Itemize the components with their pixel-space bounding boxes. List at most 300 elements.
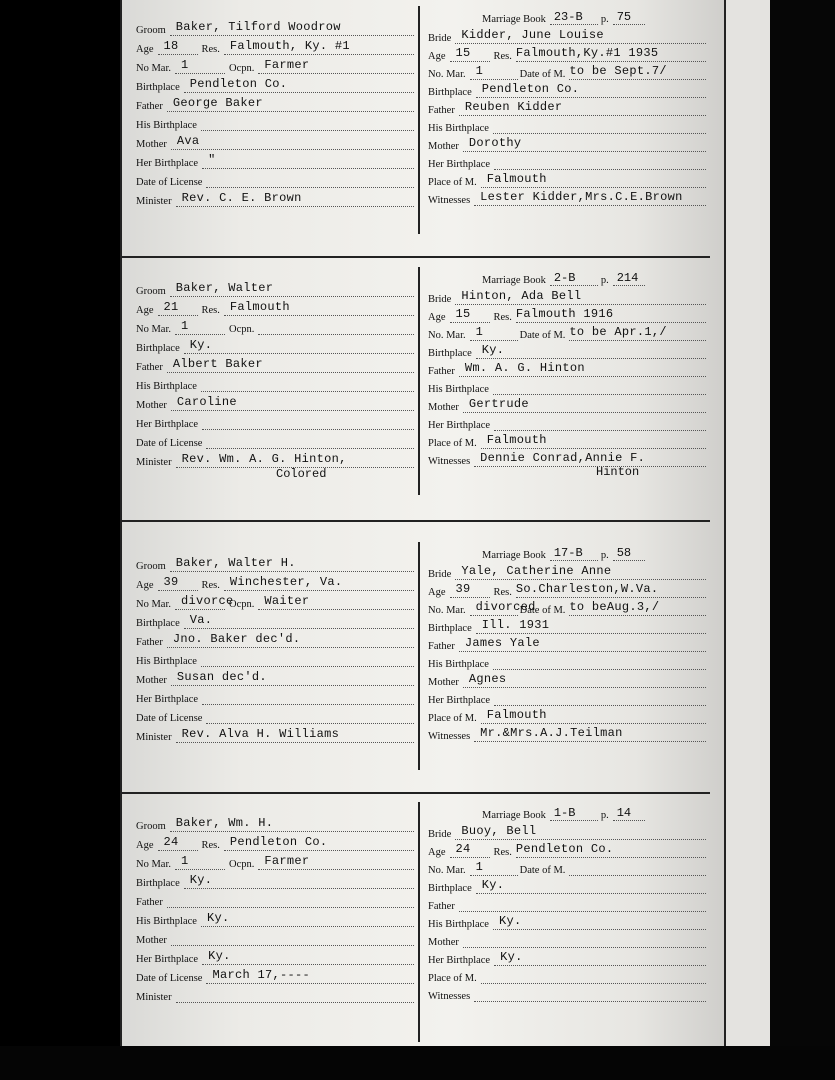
groom-field-birthplace <box>136 75 414 93</box>
bride-field-age <box>428 840 706 858</box>
groom-her_birthplace-value: " <box>208 153 216 167</box>
groom-field-no_mar_alt <box>136 56 414 74</box>
bride-place_of_m-value: Falmouth <box>486 433 547 447</box>
bride-date-of-marriage-value: to be Sept.7/ <box>569 64 667 78</box>
field-label: Date of License <box>136 973 203 984</box>
bride-age <box>450 581 490 598</box>
field-label: No Mar. <box>136 324 171 335</box>
field-label: Birthplace <box>428 348 472 359</box>
groom-minister <box>176 986 414 1003</box>
bride-father-value: James Yale <box>464 636 540 650</box>
groom-residence-value: Falmouth, Ky. #1 <box>229 39 350 53</box>
bride-mother-value: Dorothy <box>468 136 522 150</box>
bride-birthplace-value: Ky. <box>481 878 505 892</box>
field-label: Mother <box>428 677 459 688</box>
marriage-book-label: Marriage Book <box>482 275 546 286</box>
bride-field-birthplace <box>428 80 706 98</box>
field-label: Her Birthplace <box>136 158 199 169</box>
field-label: Date of License <box>136 713 203 724</box>
bride-no-mar-value: 1 <box>475 64 484 78</box>
marriage-book-number: 2-B <box>550 271 598 286</box>
bride-no-mar-value: 1 <box>475 860 484 874</box>
bride-field-birthplace <box>428 341 706 359</box>
groom-name <box>170 19 414 36</box>
field-label: Minister <box>136 196 172 207</box>
bride-field-birthplace <box>428 876 706 894</box>
bride-mother-value: Gertrude <box>468 397 529 411</box>
bride-her_birthplace <box>494 414 706 431</box>
field-label: Mother <box>428 937 459 948</box>
groom-field-her_birthplace <box>136 151 414 169</box>
field-label: Her Birthplace <box>136 954 199 965</box>
groom-age <box>158 299 198 316</box>
groom-no-mar-value: 1 <box>181 854 189 868</box>
groom-minister-value: Rev. Wm. A. G. Hinton, <box>181 452 347 466</box>
bride-place_of_m <box>481 171 706 188</box>
field-label: Res. <box>201 44 220 55</box>
field-label: Groom <box>136 561 166 572</box>
bride-date-of-marriage <box>569 599 706 616</box>
groom-name <box>170 815 414 832</box>
field-label: Birthplace <box>136 82 180 93</box>
groom-her_birthplace <box>202 413 414 430</box>
field-label: Date of M. <box>519 605 566 616</box>
bride-field-his_birthplace <box>428 377 706 395</box>
field-label: Her Birthplace <box>428 955 491 966</box>
groom-field-mother <box>136 928 414 946</box>
groom-his_birthplace <box>201 375 414 392</box>
groom-mother <box>171 669 414 686</box>
bride-birthplace <box>476 617 706 634</box>
bride-witnesses-value: Dennie Conrad,Annie F. <box>480 451 646 465</box>
field-label: No. Mar. <box>428 69 466 80</box>
bride-witnesses-value: Mr.&Mrs.A.J.Teilman <box>480 726 623 740</box>
groom-field-her_birthplace <box>136 412 414 430</box>
bride-his_birthplace-value: Ky. <box>498 914 522 928</box>
groom-father <box>167 356 414 373</box>
bride-field-witnesses <box>428 449 706 467</box>
groom-birthplace <box>184 872 414 889</box>
field-label: Age <box>136 44 154 55</box>
marriage-book-number: 23-B <box>550 10 598 25</box>
field-label: Birthplace <box>428 883 472 894</box>
field-label: His Birthplace <box>136 381 197 392</box>
page-label: p. <box>600 275 609 286</box>
groom-no-mar-value: 1 <box>181 319 189 333</box>
groom-field-father <box>136 630 414 648</box>
groom-field-groom <box>136 814 414 832</box>
page-number: 14 <box>613 806 645 821</box>
bride-witnesses <box>474 189 706 206</box>
field-label: Groom <box>136 25 166 36</box>
field-label: Mother <box>428 141 459 152</box>
groom-field-birthplace <box>136 336 414 354</box>
field-label: Birthplace <box>136 878 180 889</box>
bride-field-father <box>428 359 706 377</box>
field-label: Bride <box>428 33 452 44</box>
bride-field-age <box>428 305 706 323</box>
field-label: Father <box>136 362 163 373</box>
marriage-book-label: Marriage Book <box>482 810 546 821</box>
bride-residence-value: So.Charleston,W.Va. <box>515 582 659 596</box>
marriage-book-line <box>482 10 645 25</box>
bride-age-value: 15 <box>455 307 471 321</box>
bride-field-no_mar <box>428 858 706 876</box>
groom-field-mother <box>136 132 414 150</box>
bride-place_of_m <box>481 967 706 984</box>
field-label: No. Mar. <box>428 865 466 876</box>
bride-date-of-marriage <box>569 324 706 341</box>
field-label: His Birthplace <box>136 916 197 927</box>
bride-her_birthplace <box>494 689 706 706</box>
field-label: Birthplace <box>428 623 472 634</box>
marriage-book-line <box>482 806 645 821</box>
field-label: Father <box>428 901 455 912</box>
groom-field-date_of_license <box>136 170 414 188</box>
bride-age-value: 39 <box>455 582 471 596</box>
field-label: Father <box>428 641 455 652</box>
groom-date_of_license <box>206 707 414 724</box>
groom-occupation-value: Waiter <box>264 594 310 608</box>
field-label: Minister <box>136 992 172 1003</box>
groom-field-groom <box>136 18 414 36</box>
field-label: Minister <box>136 457 172 468</box>
marriage-book-line <box>482 271 645 286</box>
groom-name-value: Baker, Tilford Woodrow <box>175 20 341 34</box>
field-label: Her Birthplace <box>428 159 491 170</box>
bride-date-of-marriage-value: to be Apr.1,/ <box>569 325 667 339</box>
field-label: No. Mar. <box>428 330 466 341</box>
bride-witnesses-value: Lester Kidder,Mrs.C.E.Brown <box>480 190 683 204</box>
bride-date-of-marriage <box>569 859 706 876</box>
bride-field-bride <box>428 822 706 840</box>
groom-father-value: Albert Baker <box>172 357 263 371</box>
groom-birthplace-value: Ky. <box>189 873 213 887</box>
field-label: Res. <box>201 580 220 591</box>
bride-witnesses <box>474 450 706 467</box>
field-label: Groom <box>136 821 166 832</box>
groom-residence <box>224 574 414 591</box>
groom-father <box>167 95 414 112</box>
bride-field-no_mar <box>428 323 706 341</box>
groom-mother-value: Susan dec'd. <box>176 670 267 684</box>
groom-occupation-value: Farmer <box>264 854 310 868</box>
bride-her_birthplace <box>494 153 706 170</box>
page-label: p. <box>600 550 609 561</box>
bride-residence-value: Falmouth 1916 <box>515 307 614 321</box>
bride-field-age <box>428 44 706 62</box>
witnesses-continuation: Hinton <box>596 465 640 479</box>
bride-field-mother <box>428 134 706 152</box>
field-label: His Birthplace <box>428 659 489 670</box>
bride-his_birthplace <box>493 378 706 395</box>
groom-name-value: Baker, Wm. H. <box>175 816 274 830</box>
groom-his_birthplace <box>201 650 414 667</box>
groom-date_of_license-value: March 17,---- <box>212 968 310 982</box>
groom-name-value: Baker, Walter H. <box>175 556 296 570</box>
page-number: 75 <box>613 10 645 25</box>
groom-father-value: George Baker <box>172 96 263 110</box>
bride-no-mar-value: divorced <box>475 600 536 614</box>
field-label: Father <box>136 897 163 908</box>
bride-field-place_of_m <box>428 706 706 724</box>
bride-his_birthplace <box>493 913 706 930</box>
record-column-divider <box>418 6 420 234</box>
bride-father <box>459 99 706 116</box>
bride-father-value: Reuben Kidder <box>464 100 563 114</box>
field-label: His Birthplace <box>136 656 197 667</box>
groom-occupation <box>258 593 414 610</box>
field-label: Date of License <box>136 177 203 188</box>
groom-field-birthplace <box>136 871 414 889</box>
bride-name <box>455 563 706 580</box>
bride-birthplace-value: Ill. 1931 <box>481 618 550 632</box>
field-label: Place of M. <box>428 713 477 724</box>
field-label: Father <box>136 637 163 648</box>
film-bottom-margin <box>0 1046 835 1080</box>
field-label: Mother <box>136 139 167 150</box>
field-label: Ocpn. <box>229 859 255 870</box>
groom-mother-value: Caroline <box>176 395 237 409</box>
groom-date_of_license <box>206 432 414 449</box>
groom-occupation <box>258 318 414 335</box>
groom-mother <box>171 133 414 150</box>
groom-field-minister <box>136 985 414 1003</box>
bride-field-her_birthplace <box>428 948 706 966</box>
field-label: Res. <box>201 840 220 851</box>
groom-residence-value: Pendleton Co. <box>229 835 328 849</box>
bride-father <box>459 895 706 912</box>
bride-field-her_birthplace <box>428 413 706 431</box>
groom-field-groom <box>136 554 414 572</box>
groom-field-date_of_license <box>136 706 414 724</box>
field-label: Her Birthplace <box>428 420 491 431</box>
groom-birthplace-value: Ky. <box>189 338 213 352</box>
groom-field-minister <box>136 725 414 743</box>
field-label: Birthplace <box>136 343 180 354</box>
groom-residence <box>224 299 414 316</box>
bride-field-place_of_m <box>428 431 706 449</box>
bride-birthplace-value: Ky. <box>481 343 505 357</box>
bride-place_of_m-value: Falmouth <box>486 708 547 722</box>
bride-name-value: Buoy, Bell <box>461 824 537 838</box>
field-label: Date of M. <box>519 865 566 876</box>
field-label: No Mar. <box>136 859 171 870</box>
groom-occupation-value: Farmer <box>264 58 310 72</box>
film-margin <box>770 0 835 1080</box>
bride-no-mar-value: 1 <box>475 325 484 339</box>
groom-his_birthplace <box>201 114 414 131</box>
bride-mother <box>463 671 706 688</box>
field-label: Mother <box>136 675 167 686</box>
field-label: Ocpn. <box>229 63 255 74</box>
page-label: p. <box>600 810 609 821</box>
field-label: Her Birthplace <box>136 419 199 430</box>
bride-name-value: Hinton, Ada Bell <box>461 289 582 303</box>
bride-place_of_m <box>481 707 706 724</box>
field-label: Res. <box>493 587 512 598</box>
bride-field-father <box>428 634 706 652</box>
groom-birthplace-value: Va. <box>189 613 213 627</box>
groom-age <box>158 834 198 851</box>
field-label: Res. <box>493 51 512 62</box>
field-label: Witnesses <box>428 195 471 206</box>
bride-field-bride <box>428 26 706 44</box>
field-label: Age <box>428 587 446 598</box>
field-label: His Birthplace <box>428 919 489 930</box>
field-label: Her Birthplace <box>428 695 491 706</box>
groom-father <box>167 891 414 908</box>
field-label: Res. <box>493 312 512 323</box>
bride-field-bride <box>428 287 706 305</box>
bride-her_birthplace <box>494 949 706 966</box>
field-label: Age <box>136 840 154 851</box>
bride-no-mar <box>470 859 518 876</box>
groom-field-age <box>136 298 414 316</box>
field-label: Mother <box>136 400 167 411</box>
bride-no-mar <box>470 324 518 341</box>
bride-place_of_m <box>481 432 706 449</box>
marriage-book-label: Marriage Book <box>482 550 546 561</box>
bride-age <box>450 45 490 62</box>
bride-field-his_birthplace <box>428 116 706 134</box>
groom-her_birthplace <box>202 688 414 705</box>
groom-field-his_birthplace <box>136 909 414 927</box>
bride-no-mar <box>470 599 536 616</box>
card-left-border <box>120 0 122 1046</box>
groom-minister-value: Rev. Alva H. Williams <box>181 727 340 741</box>
groom-field-minister <box>136 450 414 468</box>
groom-his_birthplace-value: Ky. <box>206 911 230 925</box>
groom-age <box>158 574 198 591</box>
groom-residence <box>224 38 414 55</box>
groom-residence-value: Winchester, Va. <box>229 575 343 589</box>
bride-age-value: 15 <box>455 46 471 60</box>
bride-his_birthplace <box>493 117 706 134</box>
bride-name-value: Kidder, June Louise <box>461 28 604 42</box>
page-number: 214 <box>613 271 645 286</box>
groom-residence <box>224 834 414 851</box>
bride-no-mar <box>470 63 518 80</box>
groom-mother-value: Ava <box>176 134 200 148</box>
bride-field-place_of_m <box>428 170 706 188</box>
field-label: Date of M. <box>519 330 566 341</box>
groom-field-birthplace <box>136 611 414 629</box>
bride-field-witnesses <box>428 188 706 206</box>
bride-field-her_birthplace <box>428 688 706 706</box>
groom-no-mar <box>175 318 225 335</box>
field-label: Bride <box>428 829 452 840</box>
bride-her_birthplace-value: Ky. <box>500 950 523 964</box>
bride-name <box>455 27 706 44</box>
field-label: Birthplace <box>428 87 472 98</box>
groom-minister <box>176 451 414 468</box>
field-label: Ocpn. <box>229 324 255 335</box>
bride-mother <box>463 931 706 948</box>
field-label: Groom <box>136 286 166 297</box>
field-label: Her Birthplace <box>136 694 199 705</box>
bride-field-witnesses <box>428 984 706 1002</box>
groom-date_of_license <box>206 171 414 188</box>
groom-field-no_mar_alt <box>136 592 414 610</box>
bride-residence <box>516 841 706 858</box>
groom-father <box>167 631 414 648</box>
groom-field-groom <box>136 279 414 297</box>
field-label: Date of M. <box>519 69 566 80</box>
bride-birthplace <box>476 342 706 359</box>
field-label: Mother <box>428 402 459 413</box>
groom-field-her_birthplace <box>136 947 414 965</box>
groom-name <box>170 555 414 572</box>
bride-birthplace-value: Pendleton Co. <box>481 82 580 96</box>
groom-minister <box>176 726 414 743</box>
groom-no-mar <box>175 593 234 610</box>
bride-field-age <box>428 580 706 598</box>
bride-birthplace <box>476 81 706 98</box>
marriage-book-number: 1-B <box>550 806 598 821</box>
groom-his_birthplace <box>201 910 414 927</box>
bride-witnesses <box>474 725 706 742</box>
groom-mother <box>171 394 414 411</box>
groom-date_of_license <box>206 967 414 984</box>
field-label: Age <box>136 305 154 316</box>
groom-birthplace <box>184 337 414 354</box>
field-label: Place of M. <box>428 177 477 188</box>
field-label: Place of M. <box>428 973 477 984</box>
field-label: No Mar. <box>136 63 171 74</box>
record-column-divider <box>418 802 420 1042</box>
groom-age-value: 21 <box>163 300 179 314</box>
bride-birthplace <box>476 877 706 894</box>
bride-age <box>450 841 490 858</box>
groom-father-value: Jno. Baker dec'd. <box>172 632 301 646</box>
field-label: His Birthplace <box>136 120 197 131</box>
bride-field-birthplace <box>428 616 706 634</box>
card-edge <box>726 0 770 1046</box>
groom-birthplace-value: Pendleton Co. <box>189 77 288 91</box>
groom-no-mar-value: divorce <box>181 594 234 608</box>
field-label: No. Mar. <box>428 605 466 616</box>
bride-field-father <box>428 894 706 912</box>
field-label: Age <box>428 312 446 323</box>
groom-no-mar-value: 1 <box>181 58 189 72</box>
groom-age <box>158 38 198 55</box>
bride-name <box>455 823 706 840</box>
groom-field-date_of_license <box>136 431 414 449</box>
groom-no-mar <box>175 853 225 870</box>
groom-occupation <box>258 853 414 870</box>
groom-minister <box>176 190 414 207</box>
record-column-divider <box>418 267 420 495</box>
groom-field-age <box>136 37 414 55</box>
bride-field-his_birthplace <box>428 652 706 670</box>
field-label: Minister <box>136 732 172 743</box>
bride-age <box>450 306 490 323</box>
bride-field-no_mar <box>428 62 706 80</box>
field-label: Date of License <box>136 438 203 449</box>
groom-field-mother <box>136 668 414 686</box>
bride-residence <box>516 581 706 598</box>
field-label: Ocpn. <box>229 599 255 610</box>
record-column-divider <box>418 542 420 770</box>
groom-her_birthplace-value: Ky. <box>208 949 231 963</box>
groom-field-father <box>136 94 414 112</box>
groom-field-no_mar_alt <box>136 852 414 870</box>
field-label: His Birthplace <box>428 384 489 395</box>
bride-residence-value: Falmouth,Ky.#1 1935 <box>515 46 659 60</box>
groom-field-father <box>136 890 414 908</box>
bride-residence <box>516 306 706 323</box>
